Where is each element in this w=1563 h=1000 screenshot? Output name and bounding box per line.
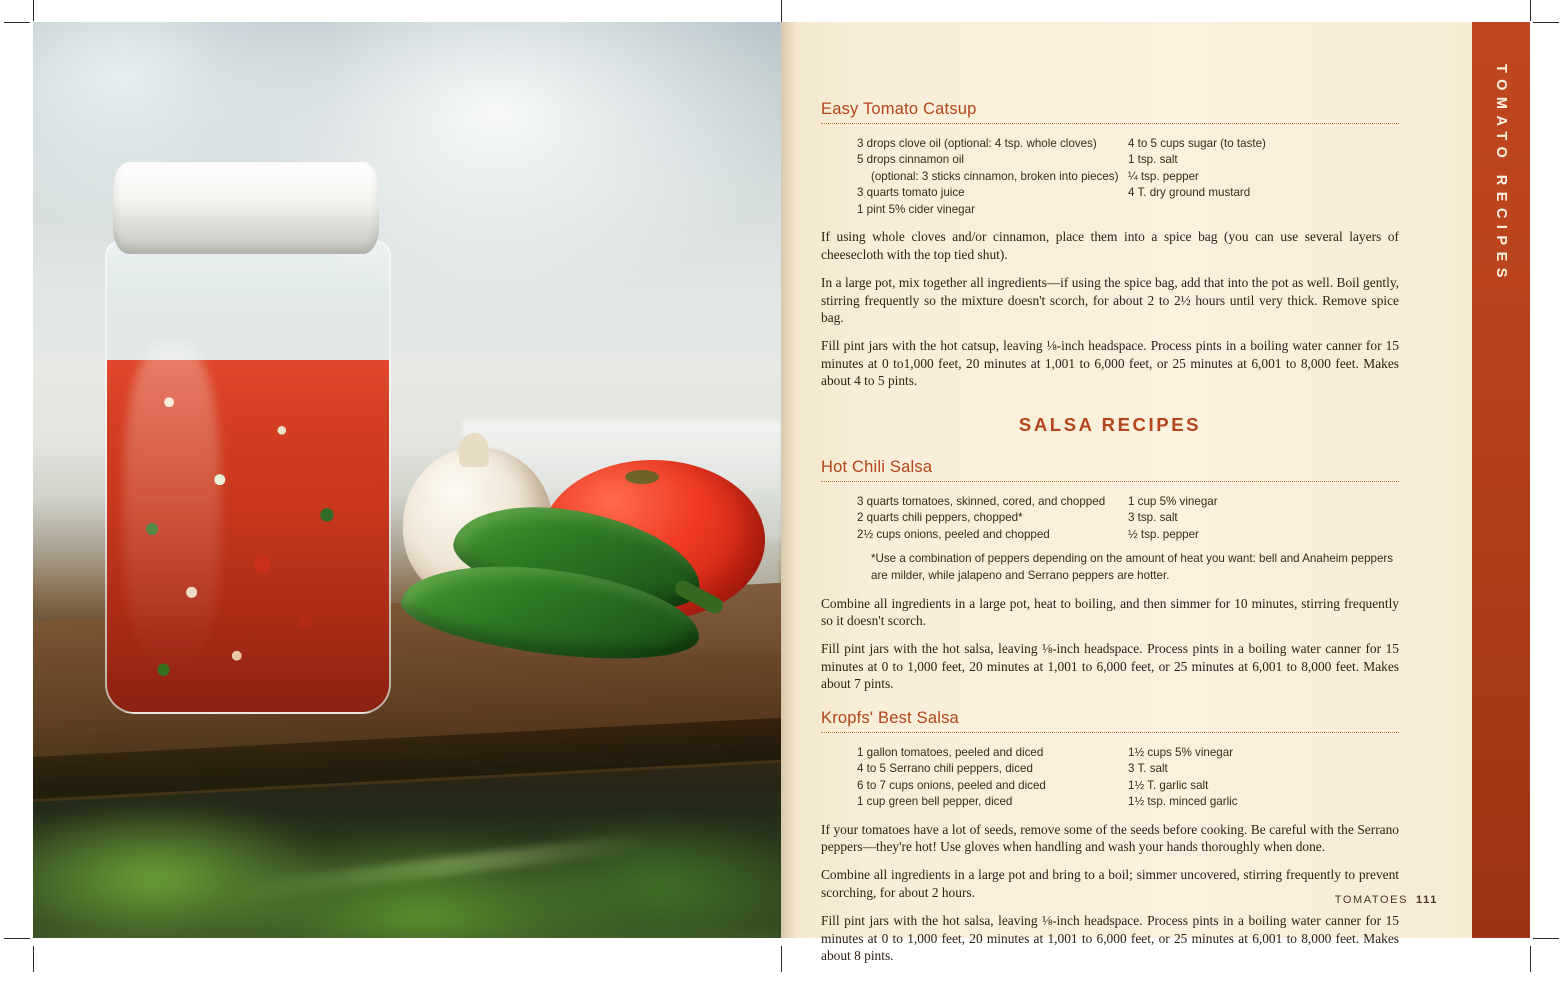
ingredient-item: 5 drops cinnamon oil [857,153,964,167]
crop-mark-bottom-left-h [4,938,30,939]
ingredient-item: ¼ tsp. pepper [1128,169,1199,183]
chapter-tab [1472,22,1530,938]
recipe-title: Hot Chili Salsa [821,457,933,476]
ingredient-item: 3 tsp. salt [1128,511,1178,525]
crop-mark-top-right-h [1533,22,1559,23]
title-rule [821,732,1399,733]
ingredient-item: 3 T. salt [1128,762,1168,776]
crop-mark-bottom-right-h [1533,938,1559,939]
recipe-hot-chili-salsa [821,458,1399,693]
chapter-tab-label: TOMATO RECIPES [1493,64,1509,284]
ingredients-left-column [857,494,1128,543]
section-heading: SALSA RECIPES [1018,413,1202,435]
ingredient-columns [821,136,1399,218]
ingredient-item: 1 cup green bell pepper, diced [857,795,1013,809]
folio [1335,894,1438,906]
gutter-shadow [781,22,797,938]
recipe-title: Easy Tomato Catsup [821,100,977,118]
ingredient-item: 4 T. dry ground mustard [1128,186,1251,200]
crop-mark-top-left-v [33,0,34,21]
ingredient-columns [821,745,1399,811]
recipe-paragraph: In a large pot, mix together all ingredients—if using the spice bag, add that into the pot as well. Boil gently, stirring frequently so the mixture doesn't scorch, for about 2 to 2½ hours until very thick. Remove spice bag. [821,275,1399,325]
recipe-easy-tomato-catsup [821,100,1399,390]
ingredient-item: 1½ T. garlic salt [1128,778,1209,792]
ingredient-item: 2 quarts chili peppers, chopped* [857,511,1023,525]
recipe-page [781,22,1530,964]
recipe-paragraph: Fill pint jars with the hot catsup, leaving ⅛-inch headspace. Process pints in a boiling water canner for 15 minutes at 0 to1,000 feet, 20 minutes at 1,001 to 6,000 feet, or 25 minutes at 6,001 to 8,000 feet. Makes about 4 to 5 pints. [821,338,1399,389]
crop-mark-bottom-left-v [33,946,34,972]
recipe-paragraph: Fill pint jars with the hot salsa, leaving ⅛-inch headspace. Process pints in a boiling water canner for 15 minutes at 0 to 1,000 feet, 20 minutes at 1,001 to 6,000 feet, or 25 minutes at 6,001 to 8,000 feet. Makes about 8 pints. [821,913,1399,964]
ingredient-item: ½ tsp. pepper [1128,527,1199,541]
ingredient-item: 1½ cups 5% vinegar [1128,745,1234,759]
ingredient-columns [821,494,1399,543]
ingredient-footnote: *Use a combination of peppers depending on the amount of heat you want: bell and Anaheim peppers are milder, while jalapeno and Serrano peppers are hotter. [871,552,1394,582]
ingredients-left-column [857,136,1128,218]
ingredient-item: 6 to 7 cups onions, peeled and diced [857,778,1046,792]
ingredient-item: 1 cup 5% vinegar [1128,494,1218,508]
ingredient-item: (optional: 3 sticks cinnamon, broken into pieces) [871,169,1119,183]
jar-lid [113,162,379,254]
crop-mark-top-right-v [1530,0,1531,21]
crop-mark-bottom-right-v [1530,946,1531,972]
folio-chapter: TOMATOES [1334,894,1409,906]
jar-highlight [124,342,220,672]
salsa-jar [95,162,395,722]
ingredients-left-column [857,745,1128,811]
ingredient-item: 4 to 5 Serrano chili peppers, diced [857,762,1033,776]
tomato-stem [625,470,659,484]
recipe-paragraph: If using whole cloves and/or cinnamon, place them into a spice bag (you can use several layers of cheesecloth with the top tied shut). [821,229,1399,262]
ingredient-item: 3 quarts tomato juice [857,186,965,200]
recipe-paragraph: Combine all ingredients in a large pot and bring to a boil; simmer uncovered, stirring frequently to prevent scorching, for about 2 hours. [821,867,1399,900]
crop-mark-center-top [781,0,782,22]
ingredient-item: 1 tsp. salt [1128,153,1178,167]
crop-mark-center-bottom [781,946,782,972]
ingredients-right-column [1128,494,1399,543]
ingredient-item: 3 drops clove oil (optional: 4 tsp. whole cloves) [857,137,1097,150]
photo-page [33,22,781,938]
recipe-paragraph: Fill pint jars with the hot salsa, leaving ⅛-inch headspace. Process pints in a boiling water canner for 15 minutes at 0 to 1,000 feet, 20 minutes at 1,001 to 6,000 feet, or 25 minutes at 6,001 to 8,000 feet. Makes about 7 pints. [821,641,1399,692]
recipe-content [821,100,1399,980]
recipe-paragraph: If your tomatoes have a lot of seeds, remove some of the seeds before cooking. Be careful with the Serrano peppers—they're hot! Use gloves when handling and wash your hands thoroughly when done. [821,821,1399,854]
title-rule [821,123,1399,124]
recipe-paragraph: Combine all ingredients in a large pot, heat to boiling, and then simmer for 10 minutes, stirring frequently so it doesn't scorch. [821,595,1399,629]
foreground-greens [33,738,781,938]
recipe-title: Kropfs' Best Salsa [821,708,959,727]
crop-mark-top-left-h [4,22,30,23]
folio-page-number: 111 [1416,894,1438,906]
ingredient-item: 2½ cups onions, peeled and chopped [857,527,1050,541]
ingredients-right-column [1128,745,1399,811]
title-rule [821,481,1399,482]
salsa-photograph [33,22,781,938]
book-spread [33,22,1530,964]
ingredient-item: 1 gallon tomatoes, peeled and diced [857,745,1044,759]
ingredients-right-column [1128,136,1399,218]
ingredient-item: 1 pint 5% cider vinegar [857,202,975,216]
ingredient-item: 1½ tsp. minced garlic [1128,795,1238,809]
recipe-kropfs-best-salsa [821,709,1399,965]
jar-glass-body [105,240,391,714]
ingredient-item: 3 quarts tomatoes, skinned, cored, and chopped [857,494,1106,508]
ingredient-item: 4 to 5 cups sugar (to taste) [1128,137,1266,150]
